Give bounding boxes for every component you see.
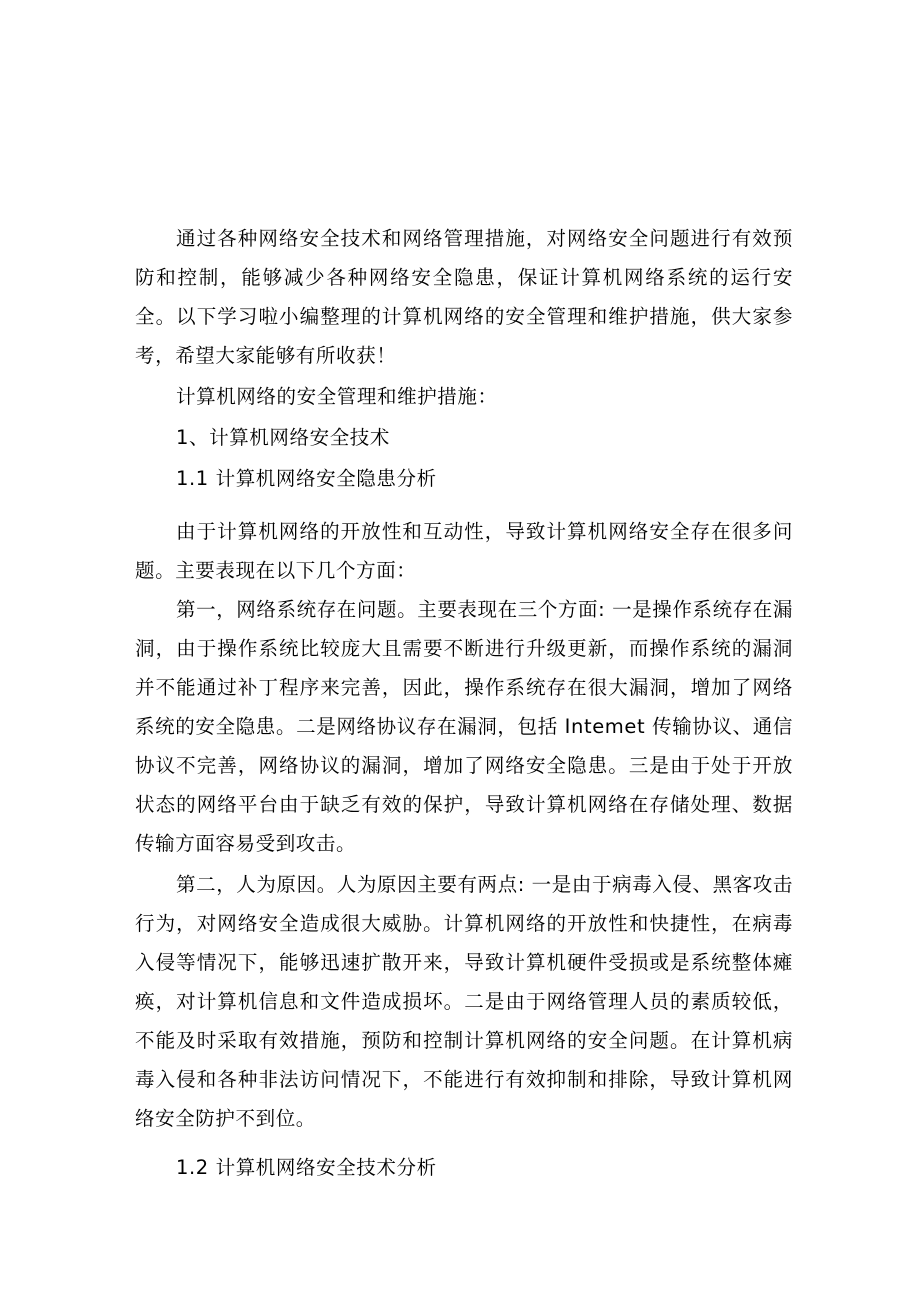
body-paragraph-second: 第二，人为原因。人为原因主要有两点: 一是由于病毒入侵、黑客攻击行为，对网络安全造成很大威胁。计算机网络的开放性和快捷性，在病毒入侵等情况下，能够迅速扩散开来，导致计算机硬件受损或是系统整体瘫痪，对计算机信息和文件造成损坏。二是由于网络管理人员的素质较低，不能及时采取有效措施，预防和控制计算机网络的安全问题。在计算机病毒入侵和各种非法访问情况下，不能进行有效抑制和排除，导致计算机网络安全防护不到位。	[135, 873, 793, 1130]
section-heading-1: 1、计算机网络安全技术	[176, 426, 391, 449]
body-paragraph-first: 第一，网络系统存在问题。主要表现在三个方面: 一是操作系统存在漏洞，由于操作系统比较庞大且需要不断进行升级更新，而操作系统的漏洞并不能通过补丁程序来完善，因此，操作系统存在很大漏洞，增加了网络系统的安全隐患。二是网络协议存在漏洞，包括 Intemet 传输协议、通信协议不完善，网络协议的漏洞，增加了网络安全隐患。三是由于处于开放状态的网络平台由于缺乏有效的保护，导致计算机网络在存储处理、数据传输方面容易受到攻击。	[135, 598, 793, 855]
intro-paragraph: 通过各种网络安全技术和网络管理措施，对网络安全问题进行有效预防和控制，能够减少各种网络安全隐患，保证计算机网络系统的运行安全。以下学习啦小编整理的计算机网络的安全管理和维护措施，供大家参考，希望大家能够有所收获！	[135, 227, 793, 367]
body-paragraph-openness: 由于计算机网络的开放性和互动性，导致计算机网络安全存在很多问题。主要表现在以下几个方面：	[135, 520, 793, 582]
document-body	[135, 219, 793, 1187]
subsection-heading-1-1: 1.1 计算机网络安全隐患分析	[176, 467, 437, 490]
section-intro-line: 计算机网络的安全管理和维护措施：	[176, 385, 498, 408]
subsection-heading-1-2: 1.2 计算机网络安全技术分析	[176, 1156, 437, 1179]
